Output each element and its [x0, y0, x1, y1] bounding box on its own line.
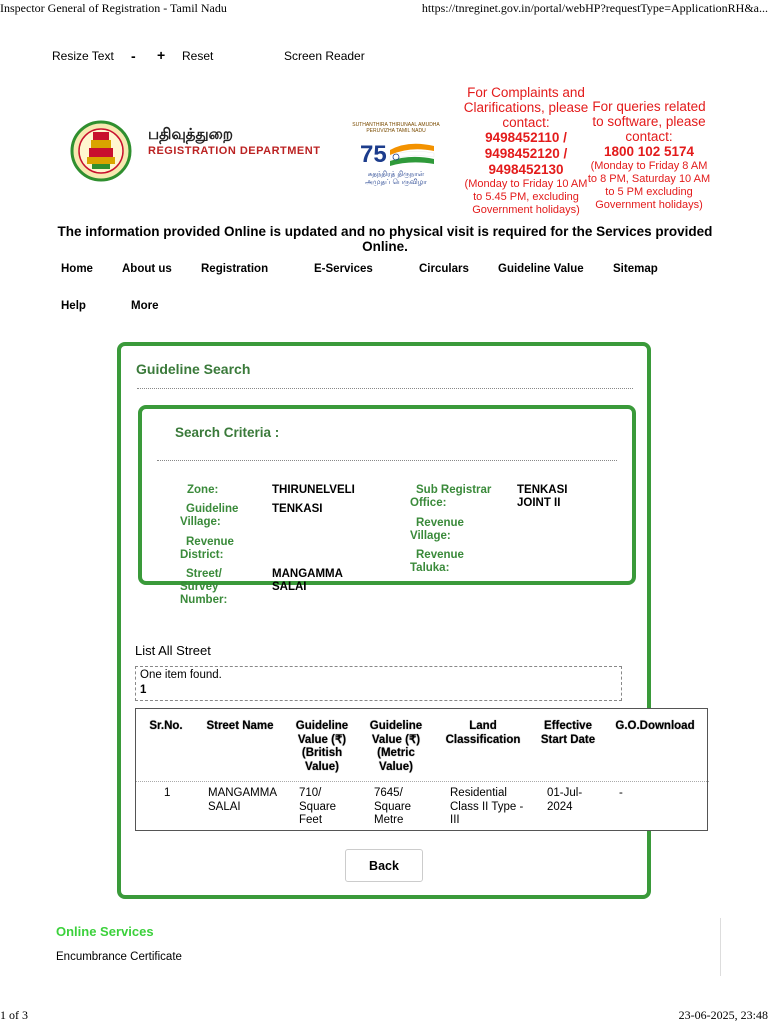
table-divider	[136, 781, 709, 782]
software-number: 1800 102 5174	[603, 144, 695, 159]
complaints-numbers: 9498452110 / 9498452120 / 9498452130	[484, 130, 568, 177]
result-count: One item found.	[140, 669, 222, 681]
logo-tamil-text: பதிவுத்துறை	[148, 126, 233, 143]
amrit-top-text: SUTHANTHIRA THIRUNAAL AMUDHA PERUVIZHA TAMIL NADU	[352, 122, 440, 134]
th-street-name: Street Name	[206, 720, 274, 732]
td-gv-metric: 7645/ Square Metre	[374, 787, 412, 826]
amrit-bottom2: அமுதப் பெருவிழா	[365, 178, 427, 186]
print-url: https://tnreginet.gov.in/portal/webHP?requestType=ApplicationRH&a...	[421, 1, 768, 15]
nav-circulars[interactable]: Circulars	[419, 263, 469, 275]
amrit-number: 75	[360, 141, 387, 168]
td-street-name: MANGAMMA SALAI	[208, 787, 277, 813]
nav-help[interactable]: Help	[61, 300, 86, 312]
azadi-amrit-logo	[338, 122, 454, 188]
zone-label: Zone:	[187, 484, 219, 496]
tn-emblem-logo[interactable]	[70, 120, 132, 182]
encumbrance-certificate-link[interactable]: Encumbrance Certificate	[56, 951, 182, 963]
complaints-hours: (Monday to Friday 10 AM to 5.45 PM, excluding Government holidays)	[464, 178, 588, 216]
guideline-village-label: Guideline Village:	[180, 503, 239, 528]
list-all-street-title: List All Street	[135, 643, 211, 658]
pagination-page[interactable]: 1	[140, 684, 147, 696]
th-go-download: G.O.Download	[615, 720, 695, 732]
online-services-title: Online Services	[56, 924, 154, 939]
logo-english-text: REGISTRATION DEPARTMENT	[148, 145, 321, 157]
revenue-taluka-label: Revenue Taluka:	[410, 549, 464, 574]
software-hours: (Monday to Friday 8 AM to 8 PM, Saturday 10 AM to 5 PM excluding Government holidays)	[587, 160, 711, 211]
nav-home[interactable]: Home	[61, 263, 93, 275]
th-gv-metric: Guideline Value (₹) (Metric Value)	[369, 720, 423, 773]
screen-reader-link[interactable]: Screen Reader	[284, 49, 365, 63]
th-land-classification: Land Classification	[445, 720, 521, 746]
back-button[interactable]: Back	[345, 849, 423, 882]
sro-value: TENKASI JOINT II	[517, 484, 568, 509]
zone-value: THIRUNELVELI	[272, 484, 355, 496]
td-srno: 1	[164, 787, 171, 799]
print-datetime: 23-06-2025, 23:48	[678, 1008, 768, 1022]
divider	[157, 460, 617, 461]
td-go-download[interactable]: -	[619, 787, 623, 799]
th-effective-date: Effective Start Date	[540, 720, 596, 746]
criteria-title: Search Criteria :	[175, 425, 280, 440]
print-header	[0, 0, 768, 16]
revenue-village-label: Revenue Village:	[410, 517, 464, 542]
reset-text-button[interactable]: Reset	[182, 49, 214, 63]
divider	[720, 918, 721, 976]
print-page-number: 1 of 3	[0, 1008, 28, 1022]
nav-about[interactable]: About us	[122, 263, 172, 275]
street-survey-label: Street/ Survey Number:	[180, 568, 228, 606]
nav-more[interactable]: More	[131, 300, 159, 312]
th-gv-british: Guideline Value (₹) (British Value)	[295, 720, 349, 773]
complaints-contact	[460, 85, 592, 217]
amrit-bottom1: சுதந்திரத் திருநாள்	[367, 170, 425, 178]
panel-title: Guideline Search	[136, 361, 251, 377]
nav-registration[interactable]: Registration	[201, 263, 269, 275]
online-notice: The information provided Online is updated and no physical visit is required for the Services provided Online.	[57, 224, 713, 254]
guideline-village-value: TENKASI	[272, 503, 323, 515]
nav-sitemap[interactable]: Sitemap	[613, 263, 658, 275]
print-title: Inspector General of Registration - Tamil Nadu	[0, 1, 227, 15]
td-land-classification: Residential Class II Type - III	[450, 787, 524, 826]
complaints-heading: For Complaints and Clarifications, please contact:	[463, 85, 589, 130]
street-value: MANGAMMA SALAI	[272, 568, 343, 593]
print-footer	[0, 1008, 768, 1024]
resize-text-label: Resize Text	[52, 49, 114, 63]
decrease-text-button[interactable]: -	[131, 48, 136, 64]
divider	[137, 388, 633, 389]
td-effective-date: 01-Jul-2024	[547, 787, 583, 813]
software-contact	[586, 99, 712, 212]
revenue-district-label: Revenue District:	[180, 536, 234, 561]
td-gv-british: 710/ Square Feet	[299, 787, 337, 826]
software-heading: For queries related to software, please contact:	[592, 99, 706, 144]
result-count-box	[135, 666, 622, 701]
nav-guideline-value[interactable]: Guideline Value	[498, 263, 584, 275]
results-table	[135, 708, 708, 831]
increase-text-button[interactable]: +	[157, 47, 166, 63]
sro-label: Sub Registrar Office:	[410, 484, 492, 509]
nav-eservices[interactable]: E-Services	[314, 263, 373, 275]
th-srno: Sr.No.	[149, 720, 183, 732]
